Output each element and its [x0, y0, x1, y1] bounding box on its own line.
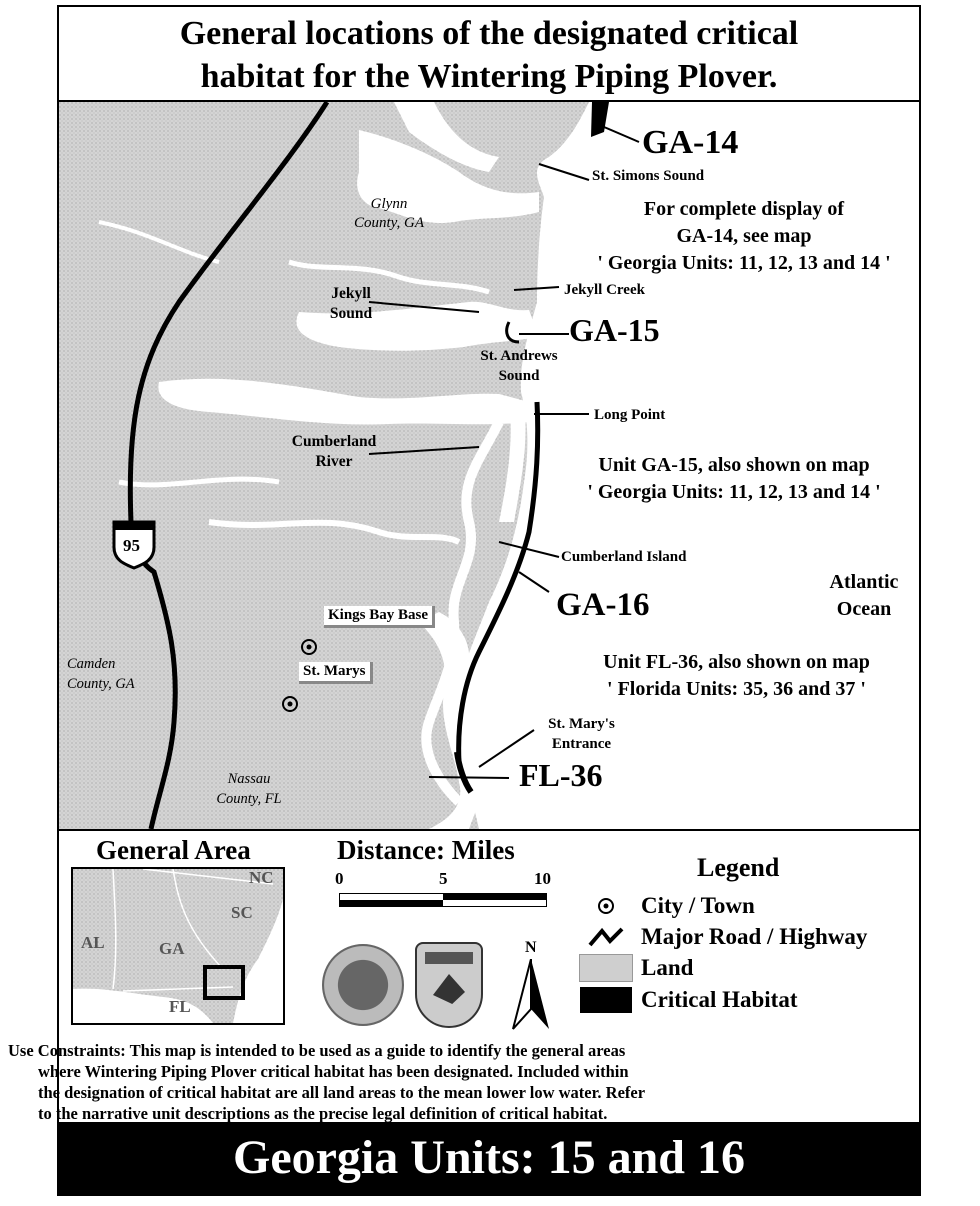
inset-label-ga: GA [159, 939, 185, 958]
label-long-point: Long Point [594, 407, 666, 423]
label-ga16: GA-16 [556, 587, 650, 623]
scale-title: Distance: Miles [337, 835, 515, 865]
title-line-1: General locations of the designated critical [179, 15, 799, 52]
general-area-inset-map [71, 867, 285, 1025]
legend-label-city: City / Town [641, 893, 755, 918]
label-jekyll-creek: Jekyll Creek [564, 282, 645, 298]
ga14-note-line-2: GA-14, see map [676, 225, 812, 247]
label-st-marys: St. Marys [299, 662, 373, 684]
label-st-andrews-sound [464, 346, 574, 386]
st-marys-entrance-line-2: Entrance [551, 736, 612, 752]
label-fl36: FL-36 [519, 757, 603, 793]
constraints-line-2: where Wintering Piping Plover critical habitat has been designated. Included within [38, 1062, 629, 1081]
inset-label-nc: NC [249, 868, 274, 887]
scale-tick-0: 0 [335, 869, 344, 888]
nassau-line-2: County, FL [216, 791, 282, 807]
atlantic-line-1: Atlantic [829, 571, 899, 593]
label-st-marys-entrance [529, 714, 634, 754]
inset-label-sc: SC [231, 903, 253, 922]
scale-bar [335, 869, 559, 929]
st-andrews-line-2: Sound [498, 368, 540, 384]
label-glynn-county [334, 195, 444, 233]
label-kings-bay-base: Kings Bay Base [324, 606, 435, 628]
jekyll-sound-line-1: Jekyll [331, 285, 371, 302]
legend-label-habitat: Critical Habitat [641, 987, 798, 1012]
legend-item-habitat [579, 985, 798, 1015]
ga14-note-line-1: For complete display of [643, 198, 845, 220]
ga14-note [569, 196, 919, 277]
label-st-simons-sound: St. Simons Sound [592, 168, 705, 184]
inset-label-al: AL [81, 933, 105, 952]
north-arrow-label: N [525, 939, 537, 956]
legend-label-land: Land [641, 955, 694, 980]
label-nassau-county [194, 769, 304, 809]
constraints-line-4: to the narrative unit descriptions as the precise legal definition of critical habitat. [38, 1104, 608, 1123]
label-ga15: GA-15 [569, 312, 660, 348]
main-map[interactable] [59, 102, 919, 831]
fl36-note-line-2: ' Florida Units: 35, 36 and 37 ' [607, 678, 866, 700]
label-camden-county [67, 654, 135, 694]
glynn-line-1: Glynn [370, 196, 408, 212]
atlantic-line-2: Ocean [836, 598, 892, 620]
camden-line-1: Camden [67, 656, 116, 672]
land-swatch-icon [579, 954, 633, 982]
scale-tick-5: 5 [439, 869, 448, 888]
fish-wildlife-seal-icon [415, 942, 483, 1028]
habitat-swatch-icon [579, 986, 633, 1014]
constraints-line-1: Use Constraints: This map is intended to be used as a guide to identify the general areas [8, 1041, 626, 1060]
interior-seal-icon [322, 944, 404, 1026]
title-line-2: habitat for the Wintering Piping Plover. [200, 58, 778, 95]
legend-title: Legend [697, 853, 780, 882]
general-area-title: General Area [96, 835, 251, 865]
legend-item-land [579, 953, 693, 983]
fl36-note [559, 649, 914, 703]
label-interstate-95: 95 [123, 536, 140, 555]
cumberland-river-line-1: Cumberland [291, 433, 377, 450]
camden-line-2: County, GA [67, 676, 135, 692]
jekyll-sound-line-2: Sound [329, 305, 373, 322]
footer-banner: Georgia Units: 15 and 16 [59, 1122, 919, 1194]
label-jekyll-sound [311, 284, 391, 324]
cumberland-river-line-2: River [315, 453, 353, 470]
ga14-note-line-3: ' Georgia Units: 11, 12, 13 and 14 ' [597, 252, 891, 274]
label-cumberland-island: Cumberland Island [561, 549, 687, 565]
north-arrow-icon [509, 939, 553, 1031]
glynn-line-2: County, GA [354, 215, 424, 231]
ga15-note-line-2: ' Georgia Units: 11, 12, 13 and 14 ' [587, 481, 881, 503]
legend-item-city [579, 891, 755, 921]
label-atlantic-ocean [814, 569, 914, 623]
st-andrews-line-1: St. Andrews [480, 348, 558, 364]
fl36-note-line-1: Unit FL-36, also shown on map [603, 651, 870, 673]
road-icon [579, 923, 633, 951]
label-ga14: GA-14 [642, 124, 739, 161]
label-cumberland-river [279, 432, 389, 472]
constraints-line-3: the designation of critical habitat are all land areas to the mean lower low water. Refer [38, 1083, 646, 1102]
inset-label-fl: FL [169, 997, 191, 1016]
nassau-line-1: Nassau [227, 771, 271, 787]
map-frame [57, 5, 921, 1196]
ga15-note [549, 452, 919, 506]
scale-tick-10: 10 [534, 869, 551, 888]
st-marys-entrance-line-1: St. Mary's [548, 716, 615, 732]
use-constraints [8, 1040, 858, 1124]
legend-item-road [579, 922, 867, 952]
north-arrow-shape [509, 959, 553, 1031]
city-dot-icon [579, 892, 633, 920]
ga15-note-line-1: Unit GA-15, also shown on map [598, 454, 870, 476]
legend-label-road: Major Road / Highway [641, 924, 868, 949]
map-title [59, 7, 919, 102]
